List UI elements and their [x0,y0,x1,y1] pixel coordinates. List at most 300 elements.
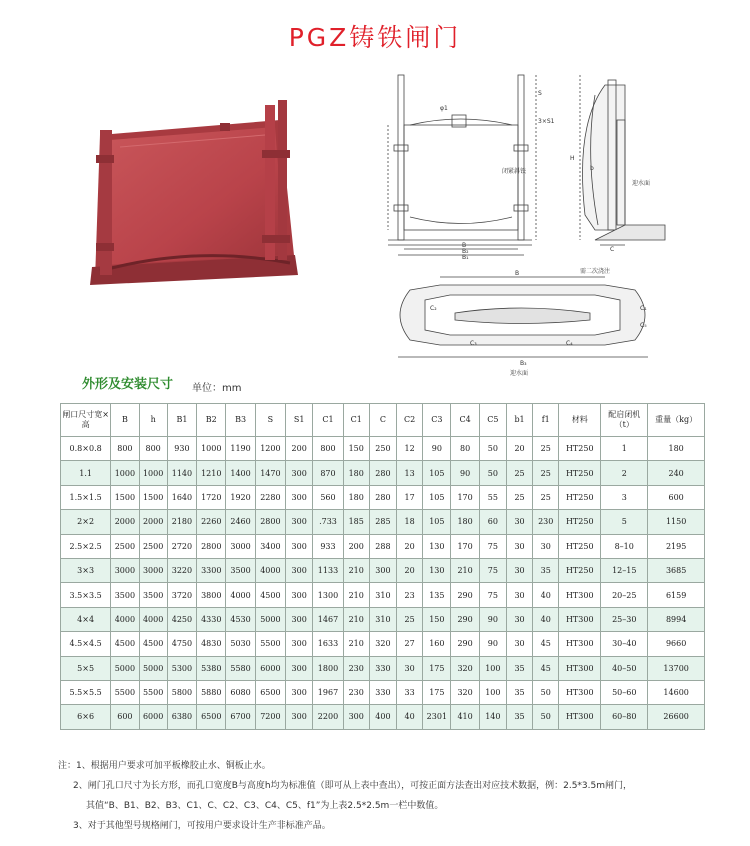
table-cell: 4830 [197,632,226,656]
table-cell: 2 [601,461,648,485]
note-3: 3、对于其他型号规格闸门，可按用户要求设计生产非标准产品。 [73,821,331,831]
table-cell: 5500 [139,680,167,704]
table-cell: HT250 [559,558,601,582]
table-cell: 1967 [313,680,343,704]
table-cell: 55 [479,485,506,509]
table-row [61,558,705,582]
table-cell: 3000 [226,534,255,558]
table-cell: 1800 [313,656,343,680]
table-cell: 35 [506,656,532,680]
table-cell: 4×4 [61,607,111,631]
table-cell: 3500 [111,583,139,607]
table-row [61,607,705,631]
table-row [61,656,705,680]
table-cell: 50–60 [601,680,648,704]
table-row [61,485,705,509]
table-cell: 288 [369,534,396,558]
table-cell: 1000 [139,461,167,485]
table-cell: 1.5×1.5 [61,485,111,509]
spec-table [60,403,705,730]
table-cell: 2280 [255,485,285,509]
label-C4: C₄ [566,340,573,347]
table-header-row [61,404,705,437]
table-cell: 30–40 [601,632,648,656]
technical-drawing [370,65,680,380]
table-row [61,583,705,607]
table-cell: 6159 [648,583,705,607]
label-h: b [590,165,594,172]
table-cell: 2.5×2.5 [61,534,111,558]
table-cell: HT250 [559,510,601,534]
label-B: B [462,242,467,249]
table-cell: 800 [111,437,139,461]
note-2-cont: 其值“B、B1、B2、B3、C1、C、C2、C3、C4、C5、f1”为上表2.5*2.5m一栏中数值。 [86,801,444,811]
spec-table-container [60,403,705,730]
table-header-cell: 重量（kg） [648,404,705,437]
table-cell: 300 [286,510,313,534]
table-cell: 2460 [226,510,255,534]
table-cell: 75 [479,583,506,607]
table-cell: 5030 [226,632,255,656]
page-title: PGZ铸铁闸门 [288,23,462,52]
table-cell: 5 [601,510,648,534]
table-cell: 300 [286,632,313,656]
table-cell: 5×5 [61,656,111,680]
label-B2: B₂ [462,248,469,255]
table-cell: 50 [479,461,506,485]
table-cell: 210 [451,558,479,582]
table-cell: 45 [533,632,559,656]
table-header-cell: 材料 [559,404,601,437]
table-row [61,632,705,656]
table-cell: 23 [397,583,423,607]
table-cell: 200 [286,437,313,461]
table-cell: 25 [533,437,559,461]
table-cell: 300 [286,680,313,704]
table-cell: 210 [343,607,369,631]
table-cell: HT300 [559,680,601,704]
label-C: C [610,246,615,253]
table-cell: .733 [313,510,343,534]
label-S: S [538,90,542,97]
label-plan-B: B [515,270,520,277]
table-cell: 3500 [226,558,255,582]
table-cell: 13700 [648,656,705,680]
table-cell: 45 [533,656,559,680]
table-header-cell: B [111,404,139,437]
table-cell: 6000 [255,656,285,680]
table-cell: 30 [397,656,423,680]
gate-photo [80,95,305,295]
table-cell: 3500 [139,583,167,607]
table-header-cell: b1 [506,404,532,437]
table-cell: 35 [506,680,532,704]
table-cell: 1150 [648,510,705,534]
table-cell: 330 [369,656,396,680]
table-cell: 1720 [197,485,226,509]
table-cell: 310 [369,607,396,631]
table-cell: 1140 [167,461,196,485]
table-cell: 280 [369,485,396,509]
table-cell: 25 [533,485,559,509]
table-cell: 0.8×0.8 [61,437,111,461]
label-B1: B₁ [462,254,469,261]
table-cell: 210 [343,583,369,607]
table-cell: 1640 [167,485,196,509]
table-cell: 8994 [648,607,705,631]
table-cell: 3300 [197,558,226,582]
table-cell: 2800 [197,534,226,558]
table-row [61,437,705,461]
table-cell: 30 [506,534,532,558]
table-cell: 290 [451,607,479,631]
table-cell: 2195 [648,534,705,558]
note-2: 2、闸门孔口尺寸为长方形，而孔口宽度B与高度h均为标准值（即可从上表中查出），可按正面方法查出对应技术数据，例：2.5*3.5m闸门， [73,781,633,791]
table-cell: 310 [369,583,396,607]
table-cell: 105 [423,510,451,534]
table-cell: 560 [313,485,343,509]
table-cell: HT300 [559,583,601,607]
table-cell: 1200 [255,437,285,461]
table-cell: 5500 [111,680,139,704]
table-cell: 4000 [255,558,285,582]
label-wedge: 闭紧斜铁 [502,168,527,175]
table-cell: 50 [533,680,559,704]
table-cell: 8–10 [601,534,648,558]
table-cell: 1190 [226,437,255,461]
table-cell: 210 [343,558,369,582]
table-header-cell: B3 [226,404,255,437]
table-cell: 105 [423,461,451,485]
table-cell: 5000 [255,607,285,631]
table-cell: 20–25 [601,583,648,607]
table-cell: 4000 [139,607,167,631]
table-cell: 2×2 [61,510,111,534]
label-upstream: 迎水面 [632,180,651,187]
table-cell: 5000 [111,656,139,680]
table-cell: 290 [451,583,479,607]
table-cell: 6080 [226,680,255,704]
table-cell: 3800 [197,583,226,607]
table-cell: HT250 [559,485,601,509]
table-cell: 25 [533,461,559,485]
table-cell: 7200 [255,705,285,729]
table-cell: 800 [313,437,343,461]
table-cell: 180 [451,510,479,534]
table-cell: 4000 [226,583,255,607]
table-header-cell: B1 [167,404,196,437]
table-cell: 6500 [255,680,285,704]
table-cell: 5300 [167,656,196,680]
table-cell: 150 [423,607,451,631]
label-C1: C₁ [640,305,647,312]
table-cell: 17 [397,485,423,509]
table-cell: 12–15 [601,558,648,582]
table-cell: 100 [479,680,506,704]
table-cell: 210 [343,632,369,656]
table-cell: 320 [451,656,479,680]
table-cell: 5000 [139,656,167,680]
table-cell: 2301 [423,705,451,729]
table-cell: 14600 [648,680,705,704]
table-cell: 3 [601,485,648,509]
table-cell: 40 [533,583,559,607]
table-cell: 6×6 [61,705,111,729]
table-cell: 20 [397,534,423,558]
table-cell: 30 [506,607,532,631]
table-cell: 20 [397,558,423,582]
table-header-cell: C3 [423,404,451,437]
table-header-cell: C1 [343,404,369,437]
label-B3: B₃ [520,360,527,367]
table-cell: 35 [506,705,532,729]
table-cell: 3000 [139,558,167,582]
table-cell: 105 [423,485,451,509]
table-cell: 1467 [313,607,343,631]
label-H: H [570,155,575,162]
table-cell: 1500 [111,485,139,509]
table-cell: 230 [533,510,559,534]
table-cell: 80 [451,437,479,461]
table-cell: 90 [479,607,506,631]
table-cell: 180 [343,485,369,509]
table-cell: 5.5×5.5 [61,680,111,704]
table-cell: 250 [369,437,396,461]
table-cell: 2260 [197,510,226,534]
table-cell: 18 [397,510,423,534]
table-cell: 930 [167,437,196,461]
table-cell: 1.1 [61,461,111,485]
table-cell: 170 [451,485,479,509]
table-header-cell: C1 [313,404,343,437]
table-header-cell: C [369,404,396,437]
table-cell: 600 [111,705,139,729]
table-cell: 140 [479,705,506,729]
table-cell: 1133 [313,558,343,582]
table-cell: 5380 [197,656,226,680]
table-cell: 180 [343,461,369,485]
table-cell: 90 [451,461,479,485]
table-cell: 320 [369,632,396,656]
table-cell: 27 [397,632,423,656]
table-cell: 400 [369,705,396,729]
table-cell: 600 [648,485,705,509]
table-header-cell: C2 [397,404,423,437]
table-cell: 20 [506,437,532,461]
table-row [61,510,705,534]
table-cell: 6700 [226,705,255,729]
table-header-cell: C5 [479,404,506,437]
table-cell: 60 [479,510,506,534]
table-cell: 1000 [197,437,226,461]
table-header-cell: 配启闭机（t） [601,404,648,437]
table-header-cell: B2 [197,404,226,437]
table-cell: 1300 [313,583,343,607]
table-header-cell: S [255,404,285,437]
table-cell: 300 [369,558,396,582]
table-cell: 2500 [111,534,139,558]
table-cell: 870 [313,461,343,485]
table-cell: 175 [423,656,451,680]
table-cell: 280 [369,461,396,485]
table-cell: 3400 [255,534,285,558]
label-C5: C₅ [640,322,647,329]
table-cell: HT250 [559,461,601,485]
table-cell: 33 [397,680,423,704]
table-row [61,705,705,729]
table-row [61,680,705,704]
label-secondary-pour: 需二次浇注 [580,268,611,275]
table-cell: 175 [423,680,451,704]
table-cell: 150 [343,437,369,461]
table-cell: 5580 [226,656,255,680]
table-cell: 6000 [139,705,167,729]
table-cell: 1500 [139,485,167,509]
table-cell: 285 [369,510,396,534]
table-cell: 25–30 [601,607,648,631]
label-C3: C₃ [470,340,477,347]
table-cell: 40 [533,607,559,631]
note-1: 注：1、根据用户要求可加平板橡胶止水、铜板止水。 [58,761,271,771]
table-cell: 75 [479,558,506,582]
table-cell: 30 [506,583,532,607]
notes [58,756,748,836]
table-cell: 6500 [197,705,226,729]
table-cell: 30 [506,510,532,534]
table-cell: 1210 [197,461,226,485]
table-cell: 300 [286,583,313,607]
table-cell: HT300 [559,656,601,680]
table-cell: 230 [343,656,369,680]
table-cell: 4500 [139,632,167,656]
table-cell: 2720 [167,534,196,558]
table-cell: 25 [506,485,532,509]
table-cell: 13 [397,461,423,485]
table-cell: 185 [343,510,369,534]
table-cell: 2200 [313,705,343,729]
table-cell: HT300 [559,607,601,631]
table-cell: 3220 [167,558,196,582]
table-cell: 160 [423,632,451,656]
table-cell: 1633 [313,632,343,656]
table-cell: 100 [479,656,506,680]
table-cell: 300 [286,485,313,509]
table-cell: HT250 [559,437,601,461]
table-cell: 60–80 [601,705,648,729]
table-cell: 1000 [111,461,139,485]
table-header-cell: C4 [451,404,479,437]
table-cell: 5500 [255,632,285,656]
label-upstream-plan: 迎水面 [510,370,529,377]
table-cell: 3685 [648,558,705,582]
table-cell: 2000 [139,510,167,534]
table-cell: 4500 [255,583,285,607]
table-cell: 300 [286,558,313,582]
table-cell: 230 [343,680,369,704]
table-row [61,534,705,558]
table-header-cell: 闸口尺寸宽×高 [61,404,111,437]
label-3S1: 3×S1 [538,118,555,125]
table-header-cell: f1 [533,404,559,437]
table-cell: 12 [397,437,423,461]
table-cell: 1470 [255,461,285,485]
table-cell: 300 [286,705,313,729]
table-cell: 9660 [648,632,705,656]
table-header-cell: h [139,404,167,437]
table-cell: 50 [479,437,506,461]
table-cell: 26600 [648,705,705,729]
table-cell: 300 [286,461,313,485]
table-cell: 5880 [197,680,226,704]
table-cell: 2500 [139,534,167,558]
table-cell: 240 [648,461,705,485]
table-cell: 2000 [111,510,139,534]
table-cell: 6380 [167,705,196,729]
table-cell: 40 [397,705,423,729]
table-cell: 320 [451,680,479,704]
label-C2: C₂ [430,305,437,312]
table-cell: 90 [423,437,451,461]
table-cell: 1 [601,437,648,461]
table-cell: 25 [506,461,532,485]
table-cell: 2180 [167,510,196,534]
table-cell: 40–50 [601,656,648,680]
table-cell: 90 [479,632,506,656]
table-cell: 4250 [167,607,196,631]
table-cell: 30 [533,534,559,558]
table-cell: 35 [533,558,559,582]
table-cell: 3×3 [61,558,111,582]
table-cell: 5800 [167,680,196,704]
table-cell: 135 [423,583,451,607]
table-cell: 933 [313,534,343,558]
table-cell: 180 [648,437,705,461]
table-cell: 75 [479,534,506,558]
section-title: 外形及安装尺寸 [82,377,174,392]
table-cell: 25 [397,607,423,631]
table-cell: 4330 [197,607,226,631]
table-cell: 2800 [255,510,285,534]
table-cell: 4530 [226,607,255,631]
label-phi1: φ1 [440,105,448,112]
unit-label: 单位：mm [192,383,242,394]
table-cell: 300 [286,534,313,558]
table-cell: 4750 [167,632,196,656]
table-cell: 170 [451,534,479,558]
table-cell: 1400 [226,461,255,485]
table-cell: 4.5×4.5 [61,632,111,656]
table-cell: 30 [506,632,532,656]
table-cell: HT300 [559,705,601,729]
table-cell: 4500 [111,632,139,656]
table-cell: 50 [533,705,559,729]
table-cell: 130 [423,534,451,558]
table-cell: 300 [286,656,313,680]
table-cell: 300 [343,705,369,729]
table-header-cell: S1 [286,404,313,437]
table-cell: 3000 [111,558,139,582]
table-cell: 200 [343,534,369,558]
table-cell: HT250 [559,534,601,558]
table-cell: HT300 [559,632,601,656]
table-cell: 800 [139,437,167,461]
table-cell: 1920 [226,485,255,509]
table-row [61,461,705,485]
table-cell: 30 [506,558,532,582]
table-cell: 330 [369,680,396,704]
table-cell: 300 [286,607,313,631]
table-cell: 3.5×3.5 [61,583,111,607]
